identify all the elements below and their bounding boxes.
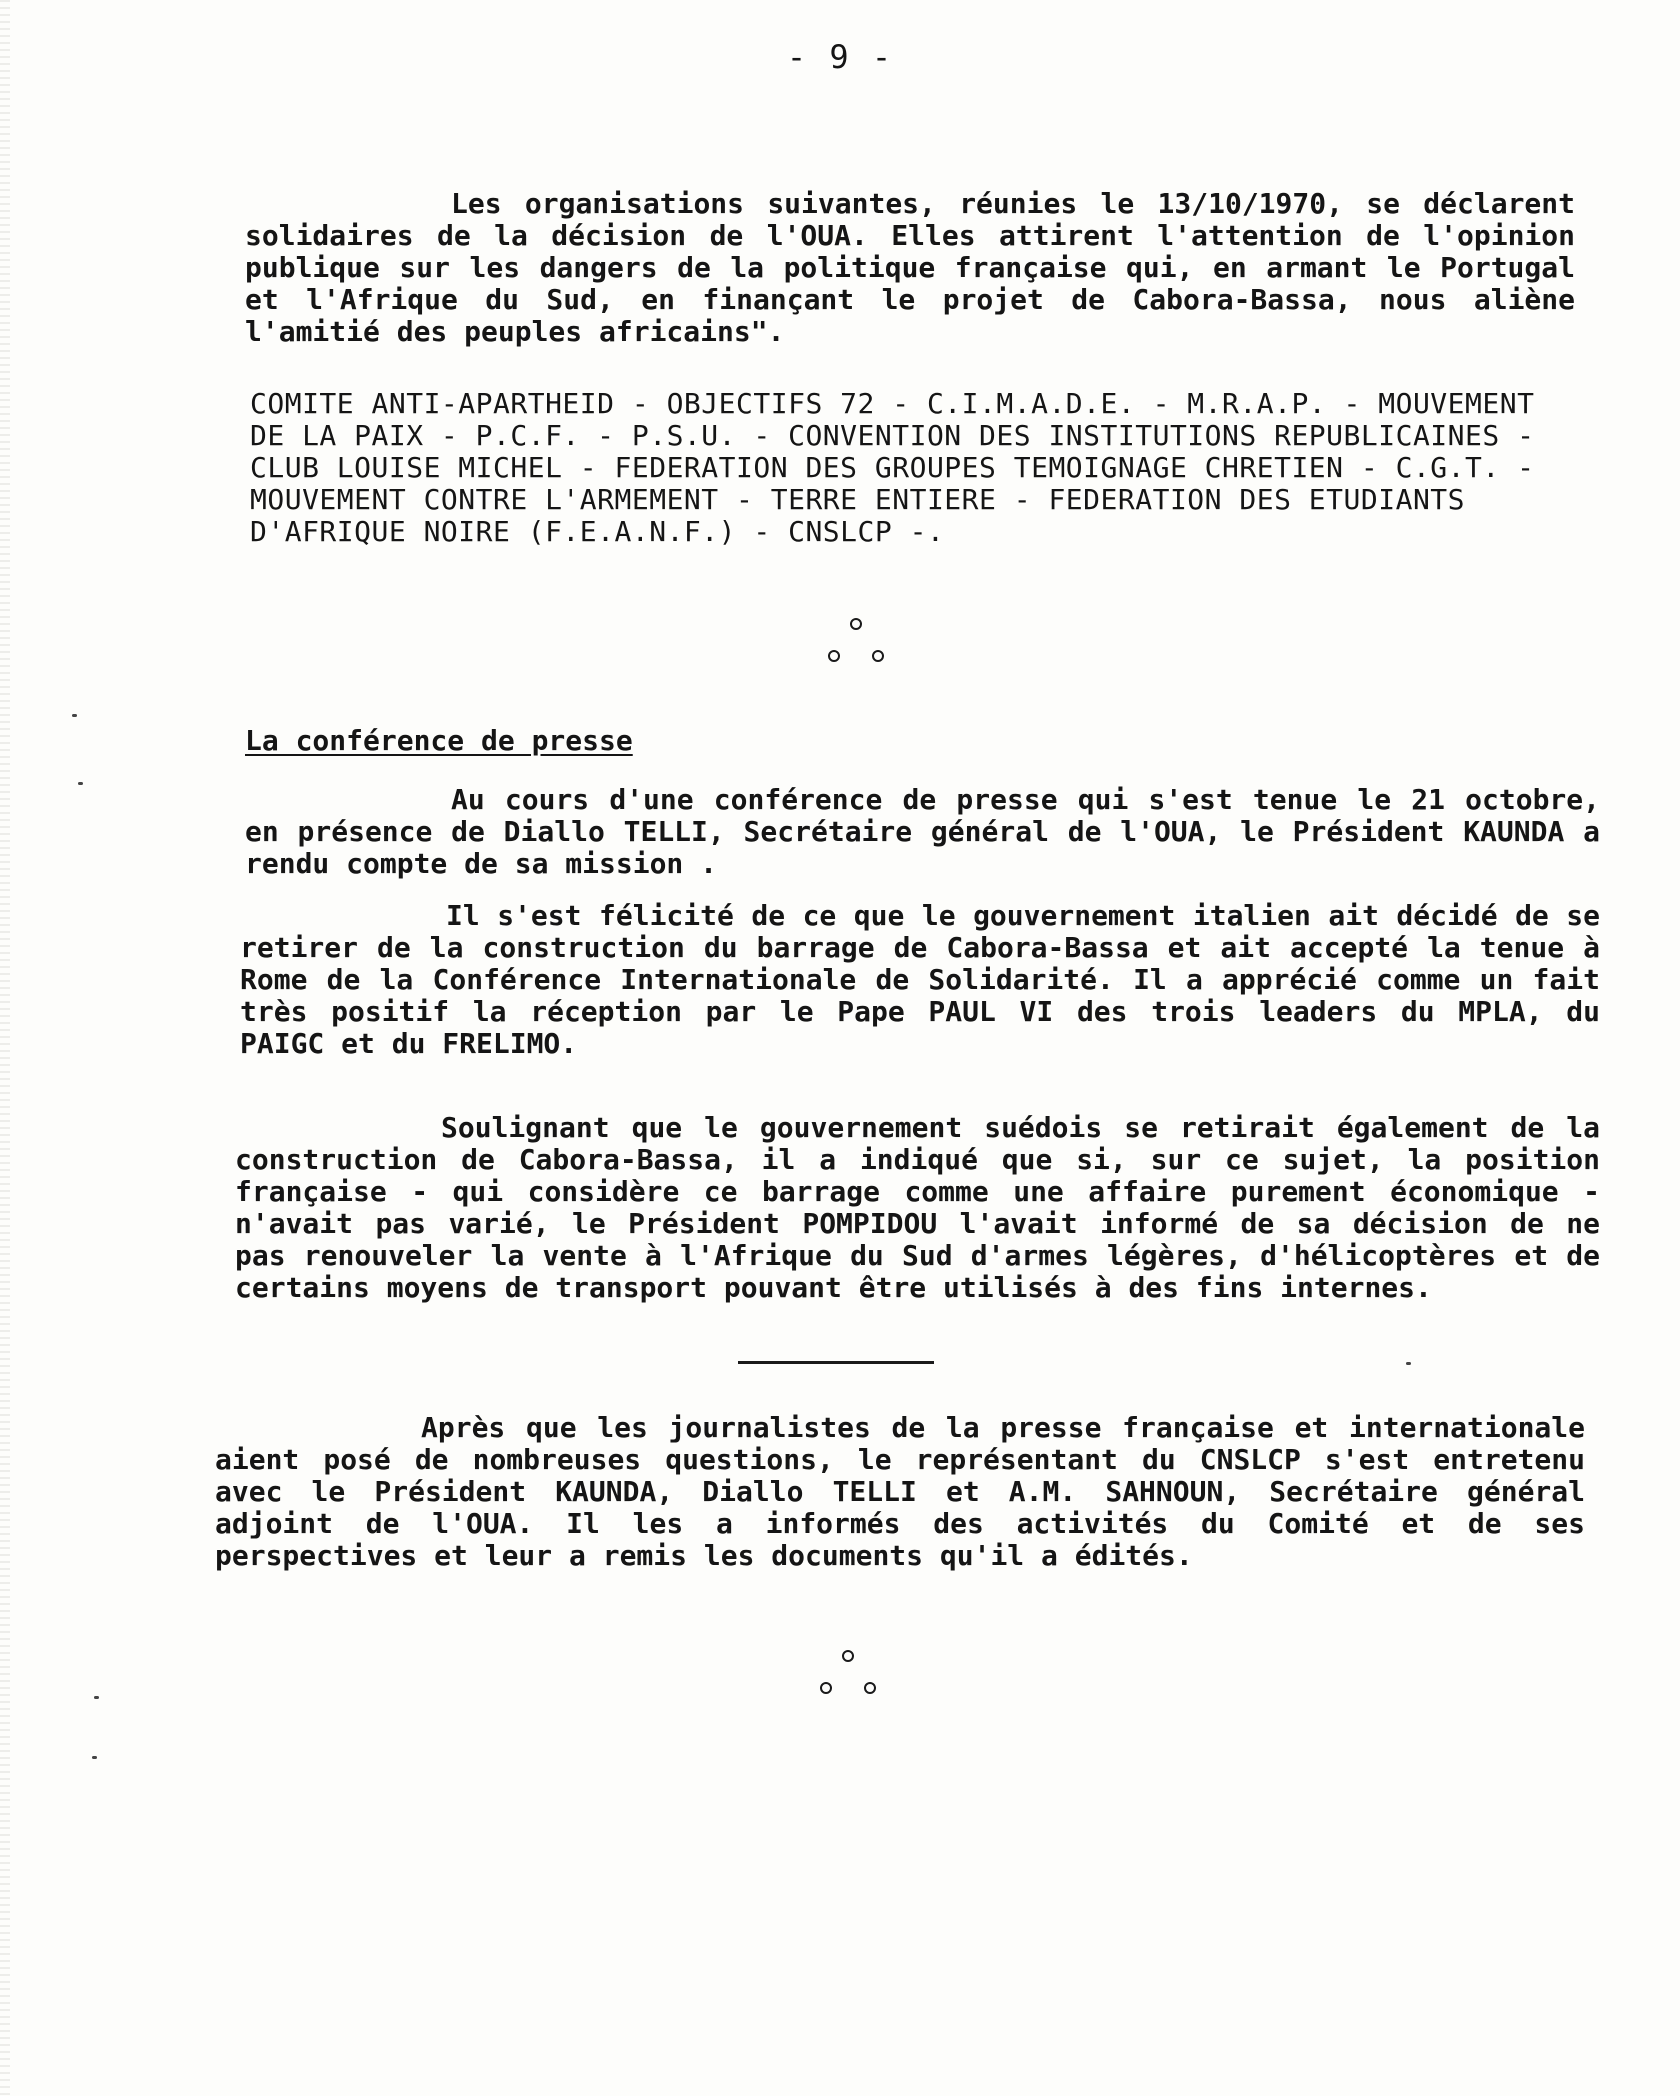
closing-paragraph: Après que les journalistes de la presse française et internationale aient posé de nombreuses questions, le représentant du CNSLCP s'est entretenu avec le Président KAUNDA, Diallo TELLI et A.M. SAHNOUN, Secrétaire général adjoint de l'OUA. Il les a informés des activités du Comité et de ses perspectives et leur a remis les documents qu'il a édités. — [215, 1411, 1585, 1572]
scan-edge — [0, 0, 10, 2096]
conference-paragraph-3: Soulignant que le gouvernement suédois se retirait également de la construction de Cabora-Bassa, il a indiqué que si, sur ce sujet, la position française - qui considère ce barrage comme une affaire purement économique - n'avait pas varié, le Président POMPIDOU l'avait informé de sa décision de ne pas renouveler la vente à l'Afrique du Sud d'armes légères, d'hélicoptères et de certains moyens de transport pouvant être utilisés à des fins internes. — [235, 1111, 1600, 1304]
intro-paragraph: Les organisations suivantes, réunies le 13/10/1970, se déclarent solidaires de la décision de l'OUA. Elles attirent l'attention de l'opinion publique sur les dangers de la politique française qui, en armant le Portugal et l'Afrique du Sud, en finançant le projet de Cabora-Bassa, nous aliène l'amitié des peuples africains". — [245, 187, 1575, 348]
horizontal-rule — [738, 1361, 934, 1364]
scan-speck — [72, 714, 77, 717]
conference-paragraph-1: Au cours d'une conférence de presse qui s'est tenue le 21 octobre, en présence de Diallo TELLI, Secrétaire général de l'OUA, le Président KAUNDA a rendu compte de sa mission . — [245, 783, 1600, 880]
scan-speck — [94, 1696, 99, 1699]
end-separator — [820, 1650, 884, 1698]
scan-speck — [92, 1756, 97, 1759]
conference-paragraph-2: Il s'est félicité de ce que le gouvernement italien ait décidé de se retirer de la construction du barrage de Cabora-Bassa et ait accepté la tenue à Rome de la Conférence Internationale de Solidarité. Il a apprécié comme un fait très positif la réception par le Pape PAUL VI des trois leaders du MPLA, du PAIGC et du FRELIMO. — [240, 899, 1600, 1060]
page-number: - 9 - — [786, 38, 894, 76]
section-separator — [828, 618, 892, 666]
organisations-list: COMITE ANTI-APARTHEID - OBJECTIFS 72 - C.I.M.A.D.E. - M.R.A.P. - MOUVEMENT DE LA PAIX - P.C.F. - P.S.U. - CONVENTION DES INSTITUTIONS REPUBLICAINES - CLUB LOUISE MICHEL - FEDERATION DES GROUPES TEMOIGNAGE CHRETIEN - C.G.T. - MOUVEMENT CONTRE L'ARMEMENT - TERRE ENTIERE - FEDERATION DES ETUDIANTS D'AFRIQUE NOIRE (F.E.A.N.F.) - CNSLCP -. — [250, 387, 1535, 548]
scan-speck — [78, 782, 83, 785]
scan-speck — [1406, 1362, 1411, 1365]
section-heading: La conférence de presse — [245, 724, 633, 757]
